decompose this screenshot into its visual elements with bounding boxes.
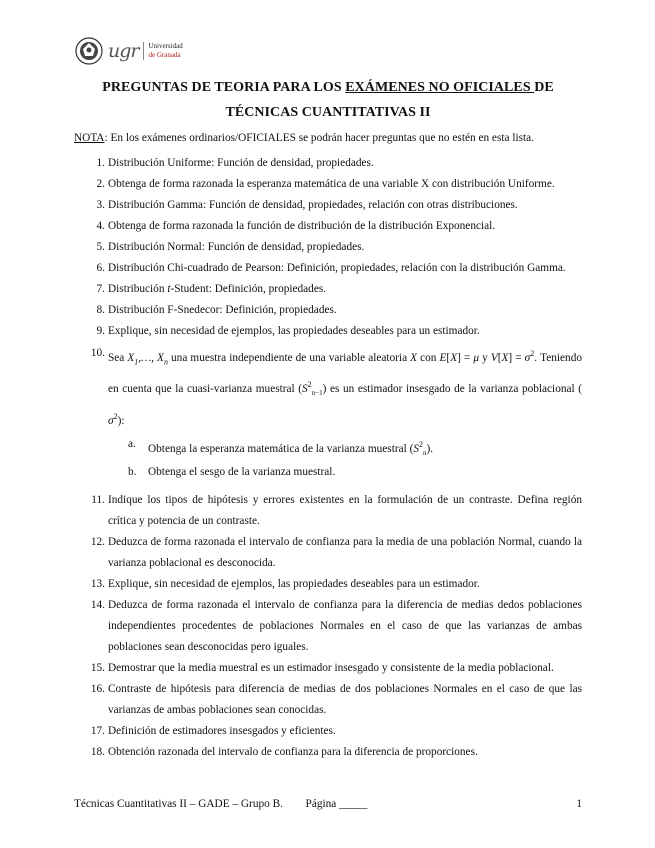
question-text: Sea [108,351,128,364]
page-number: 1 [576,798,582,810]
question-number: 9. [96,325,105,337]
page-title-line2: TÉCNICAS CUANTITATIVAS II [225,105,431,120]
question-math: X [410,351,418,364]
question-math: $X_1,\dots$, $X_n$ [127,351,168,367]
title-part2: DE [534,80,554,95]
sub-question-text: Obtenga el sesgo de la varianza muestral. [148,465,336,478]
question-item: 10. Sea $X_1,\dots$, $X_n$ una muestra independiente de una variable aleatoria X con E[X] = μ y $V[X] = \sigma^2$. Teniendo en cuenta que la cuasi-varianza muestral $(S^2_{n-1})$ es un estimador insesgado de la varianza poblacional ( $\sigma^2$): a. Obtenga la esperanza matemática de la varianza muestral $(S^2_n)$. b. Obtenga el sesgo de la varianza muestral. [74,342,582,490]
nota-text: : En los exámenes ordinarios/OFICIALES se podrán hacer preguntas que no estén en esta lista. [104,132,534,144]
question-text: Distribución Uniforme: Función de densidad, propiedades. [108,157,374,169]
question-number: 6. [96,262,105,274]
question-number: 16. [90,682,105,695]
question-text: Deduzca de forma razonada el intervalo de confianza para la diferencia de medias dedos poblaciones independientes procedentes de poblaciones Normales en el caso de que las varianzas de ambas poblaciones sean desconocidas pero iguales. [108,598,582,653]
question-text: una muestra independiente de una variable aleatoria [171,351,411,364]
question-number: 15. [90,661,105,674]
question-text: Explique, sin necesidad de ejemplos, las propiedades deseables para un estimador. [108,325,480,337]
question-math: σ [108,414,114,427]
question-item [74,237,582,258]
question-item [74,153,582,174]
institution-line2: de Granada [148,51,181,59]
question-text: ): [117,414,125,427]
nota-label: NOTA [74,132,105,144]
question-text: Explique, sin necesidad de ejemplos, las propiedades deseables para un estimador. [108,577,480,590]
question-list [74,153,582,763]
question-number: 11. [91,493,105,506]
question-text: Obtenga de forma razonada la esperanza matemática de una variable X con distribución Uniforme. [108,178,555,190]
question-number: 4. [96,220,105,232]
question-math: S [302,382,308,395]
question-item [74,532,582,574]
question-math: S [413,442,419,455]
question-number: 2. [96,178,105,190]
question-item [74,595,582,658]
spacer [108,482,582,490]
question-item [74,321,582,342]
question-text: Distribución Chi-cuadrado de Pearson: Definición, propiedades, relación con la distribución Gamma. [108,262,566,274]
question-number: 7. [96,283,105,295]
question-item [74,679,582,721]
sub-question-list [128,435,582,482]
question-text: Distribución [108,283,168,295]
question-item [74,195,582,216]
question-number: 17. [90,724,105,737]
question-item [74,490,582,532]
question-number: 10. [90,347,105,359]
question-text: y [479,351,491,364]
question-text: Definición de estimadores insesgados y eficientes. [108,724,336,737]
question-text: Deduzca de forma razonada el intervalo de confianza para la media de una población Normal, cuando la varianza poblacional es desconocida. [108,535,582,569]
question-text: -Student: Definición, propiedades. [170,283,327,295]
question-item [74,742,582,763]
question-math: V [490,351,498,364]
question-item [74,721,582,742]
question-item [74,279,582,300]
question-item [74,300,582,321]
sub-question-letter: a. [128,437,136,450]
footer-text: Técnicas Cuantitativas II – GADE – Grupo B. Página _____ [74,798,368,810]
question-number: 14. [90,598,105,611]
question-text: Distribución F-Snedecor: Definición, propiedades. [108,304,337,316]
question-number: 8. [96,304,105,316]
question-item [74,658,582,679]
question-text: Contraste de hipótesis para diferencia de medias de dos poblaciones Normales en el caso de que las varianzas de ambas poblaciones sean conocidas. [108,682,582,716]
sub-question-item [128,463,582,482]
question-item [74,174,582,195]
nota [74,132,594,144]
question-text: Indique los tipos de hipótesis y errores existentes en la formulación de un contraste. Defina región crítica y potencia de un contraste. [108,493,582,527]
question-number: 5. [96,241,105,253]
question-text: Obtenga de forma razonada la función de distribución de la distribución Exponencial. [108,220,496,232]
question-number: 3. [96,199,105,211]
crest-icon [74,36,104,66]
question-text: . Teniendo en cuenta que la cuasi-varianza muestral ( [108,351,582,395]
question-number: 12. [90,535,105,548]
question-text: Distribución Normal: Función de densidad, propiedades. [108,241,365,253]
sub-question-item: a. Obtenga la esperanza matemática de la varianza muestral $(S^2_n)$. [128,435,582,463]
question-number: 1. [96,157,105,169]
sub-question-text: ). [426,442,434,455]
university-logo [74,34,183,68]
ugr-logotype: ugr [108,40,139,62]
title-underlined: EXÁMENES NO OFICIALES [345,80,535,95]
question-item [74,216,582,237]
page-title-line1 [74,80,582,96]
question-math: E [439,351,447,364]
question-text: Obtención razonada del intervalo de confianza para la diferencia de proporciones. [108,745,478,758]
question-number: 13. [90,577,105,590]
question-text: con [417,351,440,364]
institution-line1: Universidad [148,42,183,50]
sub-question-text: Obtenga la esperanza matemática de la varianza muestral ( [148,442,414,455]
question-item [74,258,582,279]
question-item [74,574,582,595]
sub-question-letter: b. [128,465,137,478]
question-text: ) es un estimador insesgado de la varianza poblacional ( [322,382,582,395]
question-math: t [167,283,171,295]
institution-name [143,42,182,60]
question-number: 18. [90,745,105,758]
question-text: Distribución Gamma: Función de densidad, propiedades, relación con otras distribuciones. [108,199,518,211]
question-text: Demostrar que la media muestral es un estimador insesgado y consistente de la media poblacional. [108,661,554,674]
title-part1: PREGUNTAS DE TEORIA PARA LOS [102,80,346,95]
